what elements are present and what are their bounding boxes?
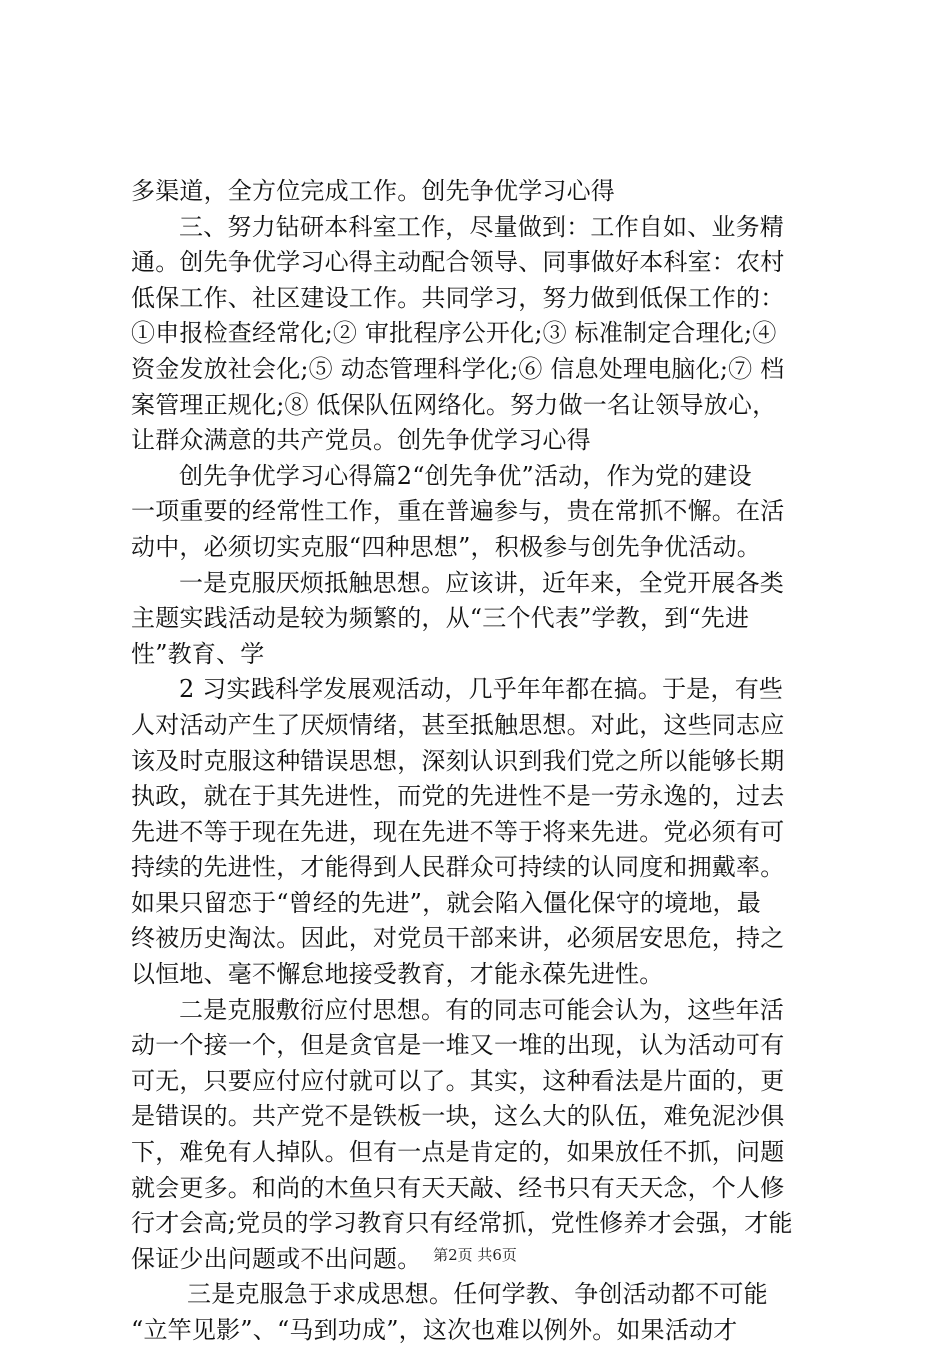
text-line: 主题实践活动是较为频繁的，从“三个代表”学教，到“先进 xyxy=(131,604,750,633)
text-line: 执政，就在于其先进性，而党的先进性不是一劳永逸的，过去 xyxy=(131,782,785,811)
text-line: 一是克服厌烦抵触思想。应该讲，近年来，全党开展各类 xyxy=(179,568,784,597)
text-line: 性”教育、学 xyxy=(131,639,265,668)
text-line: 是错误的。共产党不是铁板一块，这么大的队伍，难免泥沙俱 xyxy=(131,1102,785,1131)
text-line: 先进不等于现在先进，现在先进不等于将来先进。党必须有可 xyxy=(131,817,785,846)
text-line: 二是克服敷衍应付思想。有的同志可能会认为，这些年活 xyxy=(179,995,784,1024)
text-line: ①申报检查经常化;② 审批程序公开化;③ 标准制定合理化;④ xyxy=(131,319,777,348)
text-line: 人对活动产生了厌烦情绪，甚至抵触思想。对此，这些同志应 xyxy=(131,710,785,739)
text-line: 一项重要的经常性工作，重在普遍参与，贵在常抓不懈。在活 xyxy=(131,497,785,526)
text-line: 可无，只要应付应付就可以了。其实，这种看法是片面的，更 xyxy=(131,1066,785,1095)
text-line: 低保工作、社区建设工作。共同学习，努力做到低保工作的： xyxy=(131,283,785,312)
text-line: 让群众满意的共产党员。创先争优学习心得 xyxy=(131,426,591,455)
text-line: 如果只留恋于“曾经的先进”，就会陷入僵化保守的境地，最 xyxy=(131,888,761,917)
text-line: 就会更多。和尚的木鱼只有天天敲、经书只有天天念，个人修 xyxy=(131,1173,785,1202)
text-line: 该及时克服这种错误思想，深刻认识到我们党之所以能够长期 xyxy=(131,746,785,775)
text-line: 通。创先争优学习心得主动配合领导、同事做好本科室：农村 xyxy=(131,248,785,277)
text-line: 终被历史淘汰。因此，对党员干部来讲，必须居安思危，持之 xyxy=(131,924,785,953)
text-line: 持续的先进性，才能得到人民群众可持续的认同度和拥戴率。 xyxy=(131,853,785,882)
text-line: 三、努力钻研本科室工作，尽量做到：工作自如、业务精 xyxy=(179,212,784,241)
text-line: 以恒地、毫不懈怠地接受教育，才能永葆先进性。 xyxy=(131,960,664,989)
text-line: 2 习实践科学发展观活动，几乎年年都在搞。于是，有些 xyxy=(179,675,784,704)
text-line: 动一个接一个，但是贪官是一堆又一堆的出现，认为活动可有 xyxy=(131,1031,785,1060)
text-line: 三是克服急于求成思想。任何学教、争创活动都不可能 xyxy=(187,1280,768,1309)
text-line: “立竿见影”、“马到功成”，这次也难以例外。如果活动才 xyxy=(131,1316,738,1344)
document-body xyxy=(131,174,831,1349)
text-line: 资金发放社会化;⑤ 动态管理科学化;⑥ 信息处理电脑化;⑦ 档 xyxy=(131,354,785,383)
text-line: 保证少出问题或不出问题。 xyxy=(131,1244,422,1273)
text-line: 下，难免有人掉队。但有一点是肯定的，如果放任不抓，问题 xyxy=(131,1138,785,1167)
text-line: 创先争优学习心得篇2“创先争优”活动，作为党的建设 xyxy=(179,461,752,490)
text-line: 多渠道，全方位完成工作。创先争优学习心得 xyxy=(131,177,615,205)
page-number-footer: 第2页 共6页 xyxy=(433,1246,517,1264)
text-line: 案管理正规化;⑧ 低保队伍网络化。努力做一名让领导放心， xyxy=(131,390,777,419)
text-line: 动中，必须切实克服“四种思想”，积极参与创先争优活动。 xyxy=(131,532,761,561)
text-line: 行才会高;党员的学习教育只有经常抓，党性修养才会强，才能 xyxy=(131,1209,793,1238)
